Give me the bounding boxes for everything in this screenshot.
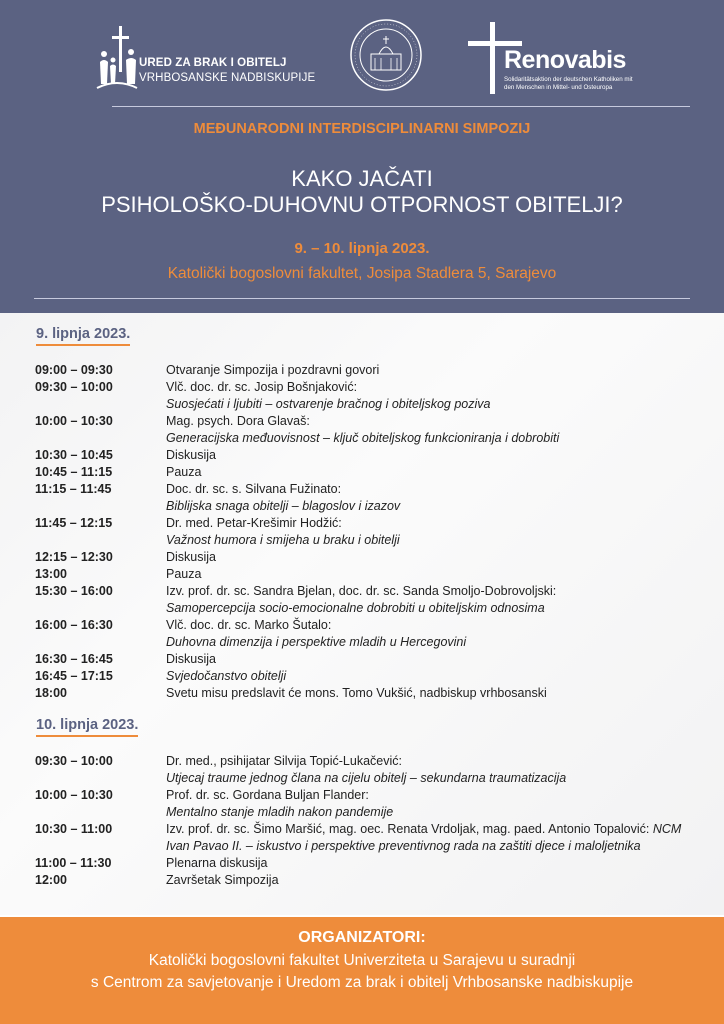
schedule-row (35, 855, 695, 872)
schedule-row (35, 617, 695, 651)
schedule-time: 10:45 – 11:15 (35, 465, 113, 479)
family-cross-icon (95, 24, 139, 94)
schedule-content (166, 515, 695, 549)
schedule-speaker: Prof. dr. sc. Gordana Buljan Flander: (166, 788, 369, 802)
schedule-row (35, 821, 695, 855)
schedule-row (35, 753, 695, 787)
schedule-time: 09:30 – 10:00 (35, 380, 113, 394)
schedule-speaker: Vlč. doc. dr. sc. Marko Šutalo: (166, 618, 332, 632)
schedule-speaker: Plenarna diskusija (166, 856, 268, 870)
schedule-content (166, 753, 695, 787)
schedule-row (35, 447, 695, 464)
schedule-content (166, 668, 695, 685)
schedule-content (166, 787, 695, 821)
schedule-talk-title: NCM Ivan Pavao II. – iskustvo i perspektive preventivnog rada na zaštiti djece i maloljetnika (166, 822, 682, 853)
schedule-speaker: Otvaranje Simpozija i pozdravni govori (166, 363, 380, 377)
schedule-row (35, 413, 695, 447)
schedule-row (35, 464, 695, 481)
renovabis-name: Renovabis (504, 46, 626, 74)
schedule-talk-title: Utjecaj traume jednog člana na cijelu obitelj – sekundarna traumatizacija (166, 771, 567, 785)
day-heading-1: 9. lipnja 2023. (36, 326, 130, 346)
schedule-content (166, 413, 695, 447)
schedule-content (166, 464, 695, 481)
schedule-row (35, 566, 695, 583)
left-logo-line2: VRHBOSANSKE NADBISKUPIJE (139, 72, 316, 84)
schedule-content (166, 617, 695, 651)
schedule-day-2 (35, 753, 695, 889)
event-venue: Katolički bogoslovni fakultet, Josipa Stadlera 5, Sarajevo (167, 265, 557, 282)
schedule-time: 16:30 – 16:45 (35, 652, 113, 666)
schedule-row (35, 685, 695, 702)
schedule-row (35, 583, 695, 617)
schedule-content (166, 583, 695, 617)
schedule-speaker: Diskusija (166, 550, 217, 564)
schedule-speaker: Diskusija (166, 652, 217, 666)
schedule-talk-title: Važnost humora i smijeha u braku i obitelji (166, 533, 400, 547)
schedule-content (166, 872, 695, 889)
schedule-time: 12:15 – 12:30 (35, 550, 113, 564)
organizers-line1: Katolički bogoslovni fakultet Univerziteta u Sarajevu u suradnji (148, 952, 576, 969)
schedule-speaker: Svetu misu predslavit će mons. Tomo Vukšić, nadbiskup vrhbosanski (166, 686, 547, 700)
schedule-talk-title: Svjedočanstvo obitelji (166, 669, 287, 683)
schedule-content (166, 855, 695, 872)
schedule-talk-title: Mentalno stanje mladih nakon pandemije (166, 805, 394, 819)
schedule-speaker: Izv. prof. dr. sc. Šimo Maršić, mag. oec. Renata Vrdoljak, mag. paed. Antonio Topalović: (166, 822, 650, 836)
event-dates: 9. – 10. lipnja 2023. (294, 240, 430, 257)
schedule-speaker: Pauza (166, 465, 202, 479)
schedule-time: 11:15 – 11:45 (35, 482, 112, 496)
schedule-speaker: Pauza (166, 567, 202, 581)
schedule-talk-title: Suosjećati i ljubiti – ostvarenje bračnog i obiteljskog poziva (166, 397, 491, 411)
schedule-speaker: Diskusija (166, 448, 217, 462)
schedule-talk-title: Biblijska snaga obitelji – blagoslov i izazov (166, 499, 401, 513)
schedule-time: 12:00 (35, 873, 67, 887)
schedule-speaker: Doc. dr. sc. s. Silvana Fužinato: (166, 482, 342, 496)
schedule-content (166, 821, 695, 855)
schedule-row (35, 481, 695, 515)
schedule-speaker: Mag. psych. Dora Glavaš: (166, 414, 310, 428)
schedule-time: 10:00 – 10:30 (35, 788, 113, 802)
page-title (0, 166, 724, 218)
schedule-content (166, 379, 695, 413)
schedule-row (35, 549, 695, 566)
schedule-content (166, 651, 695, 668)
header-divider-bottom (34, 298, 690, 299)
schedule-talk-title: Samopercepcija socio-emocionalne dobrobiti u obiteljskim odnosima (166, 601, 545, 615)
schedule-row (35, 651, 695, 668)
schedule-talk-title: Duhovna dimenzija i perspektive mladih u Hercegovini (166, 635, 467, 649)
header-divider-top (112, 106, 690, 107)
schedule-content (166, 481, 695, 515)
logo-renovabis (466, 22, 636, 98)
faculty-seal-icon (349, 18, 423, 92)
schedule-time: 11:00 – 11:30 (35, 856, 112, 870)
schedule-time: 16:45 – 17:15 (35, 669, 113, 683)
schedule-row (35, 379, 695, 413)
schedule-speaker: Izv. prof. dr. sc. Sandra Bjelan, doc. dr. sc. Sanda Smoljo-Dobrovoljski: (166, 584, 557, 598)
schedule-content (166, 685, 695, 702)
schedule-speaker: Završetak Simpozija (166, 873, 279, 887)
schedule-speaker: Dr. med., psihijatar Silvija Topić-Lukačević: (166, 754, 402, 768)
schedule-row (35, 787, 695, 821)
schedule-row (35, 515, 695, 549)
logo-ured-za-brak (95, 24, 315, 94)
organizers-footer (0, 917, 724, 1024)
schedule-time: 10:30 – 11:00 (35, 822, 113, 836)
schedule-time: 10:30 – 10:45 (35, 448, 113, 462)
schedule-time: 16:00 – 16:30 (35, 618, 113, 632)
schedule-time: 09:00 – 09:30 (35, 363, 113, 377)
header-banner (0, 0, 724, 313)
schedule-speaker: Vlč. doc. dr. sc. Josip Bošnjaković: (166, 380, 358, 394)
title-line2: PSIHOLOŠKO-DUHOVNU OTPORNOST OBITELJI? (101, 192, 623, 217)
schedule-speaker: Dr. med. Petar-Krešimir Hodžić: (166, 516, 342, 530)
schedule-time: 15:30 – 16:00 (35, 584, 113, 598)
schedule-day-1 (35, 362, 695, 702)
schedule-content (166, 447, 695, 464)
left-logo-line1: URED ZA BRAK I OBITELJ (139, 57, 287, 69)
schedule-time: 18:00 (35, 686, 67, 700)
symposium-label: MEĐUNARODNI INTERDISCIPLINARNI SIMPOZIJ (193, 121, 531, 137)
schedule-row (35, 668, 695, 685)
title-line1: KAKO JAČATI (291, 166, 433, 191)
organizers-line2: s Centrom za savjetovanje i Uredom za brak i obitelj Vrhbosanske nadbiskupije (90, 974, 634, 991)
schedule-content (166, 549, 695, 566)
schedule-row (35, 872, 695, 889)
organizers-heading: ORGANIZATORI: (298, 929, 426, 946)
schedule-content (166, 362, 695, 379)
renovabis-subtitle: Solidaritätsaktion der deutschen Katholiken mit den Menschen in Mittel- und Osteuropa (504, 76, 633, 91)
schedule-content (166, 566, 695, 583)
schedule-time: 10:00 – 10:30 (35, 414, 113, 428)
day-heading-2: 10. lipnja 2023. (36, 717, 138, 737)
schedule-talk-title: Generacijska međuovisnost – ključ obiteljskog funkcioniranja i dobrobiti (166, 431, 560, 445)
schedule-time: 09:30 – 10:00 (35, 754, 113, 768)
schedule-time: 13:00 (35, 567, 67, 581)
schedule-time: 11:45 – 12:15 (35, 516, 113, 530)
schedule-row (35, 362, 695, 379)
